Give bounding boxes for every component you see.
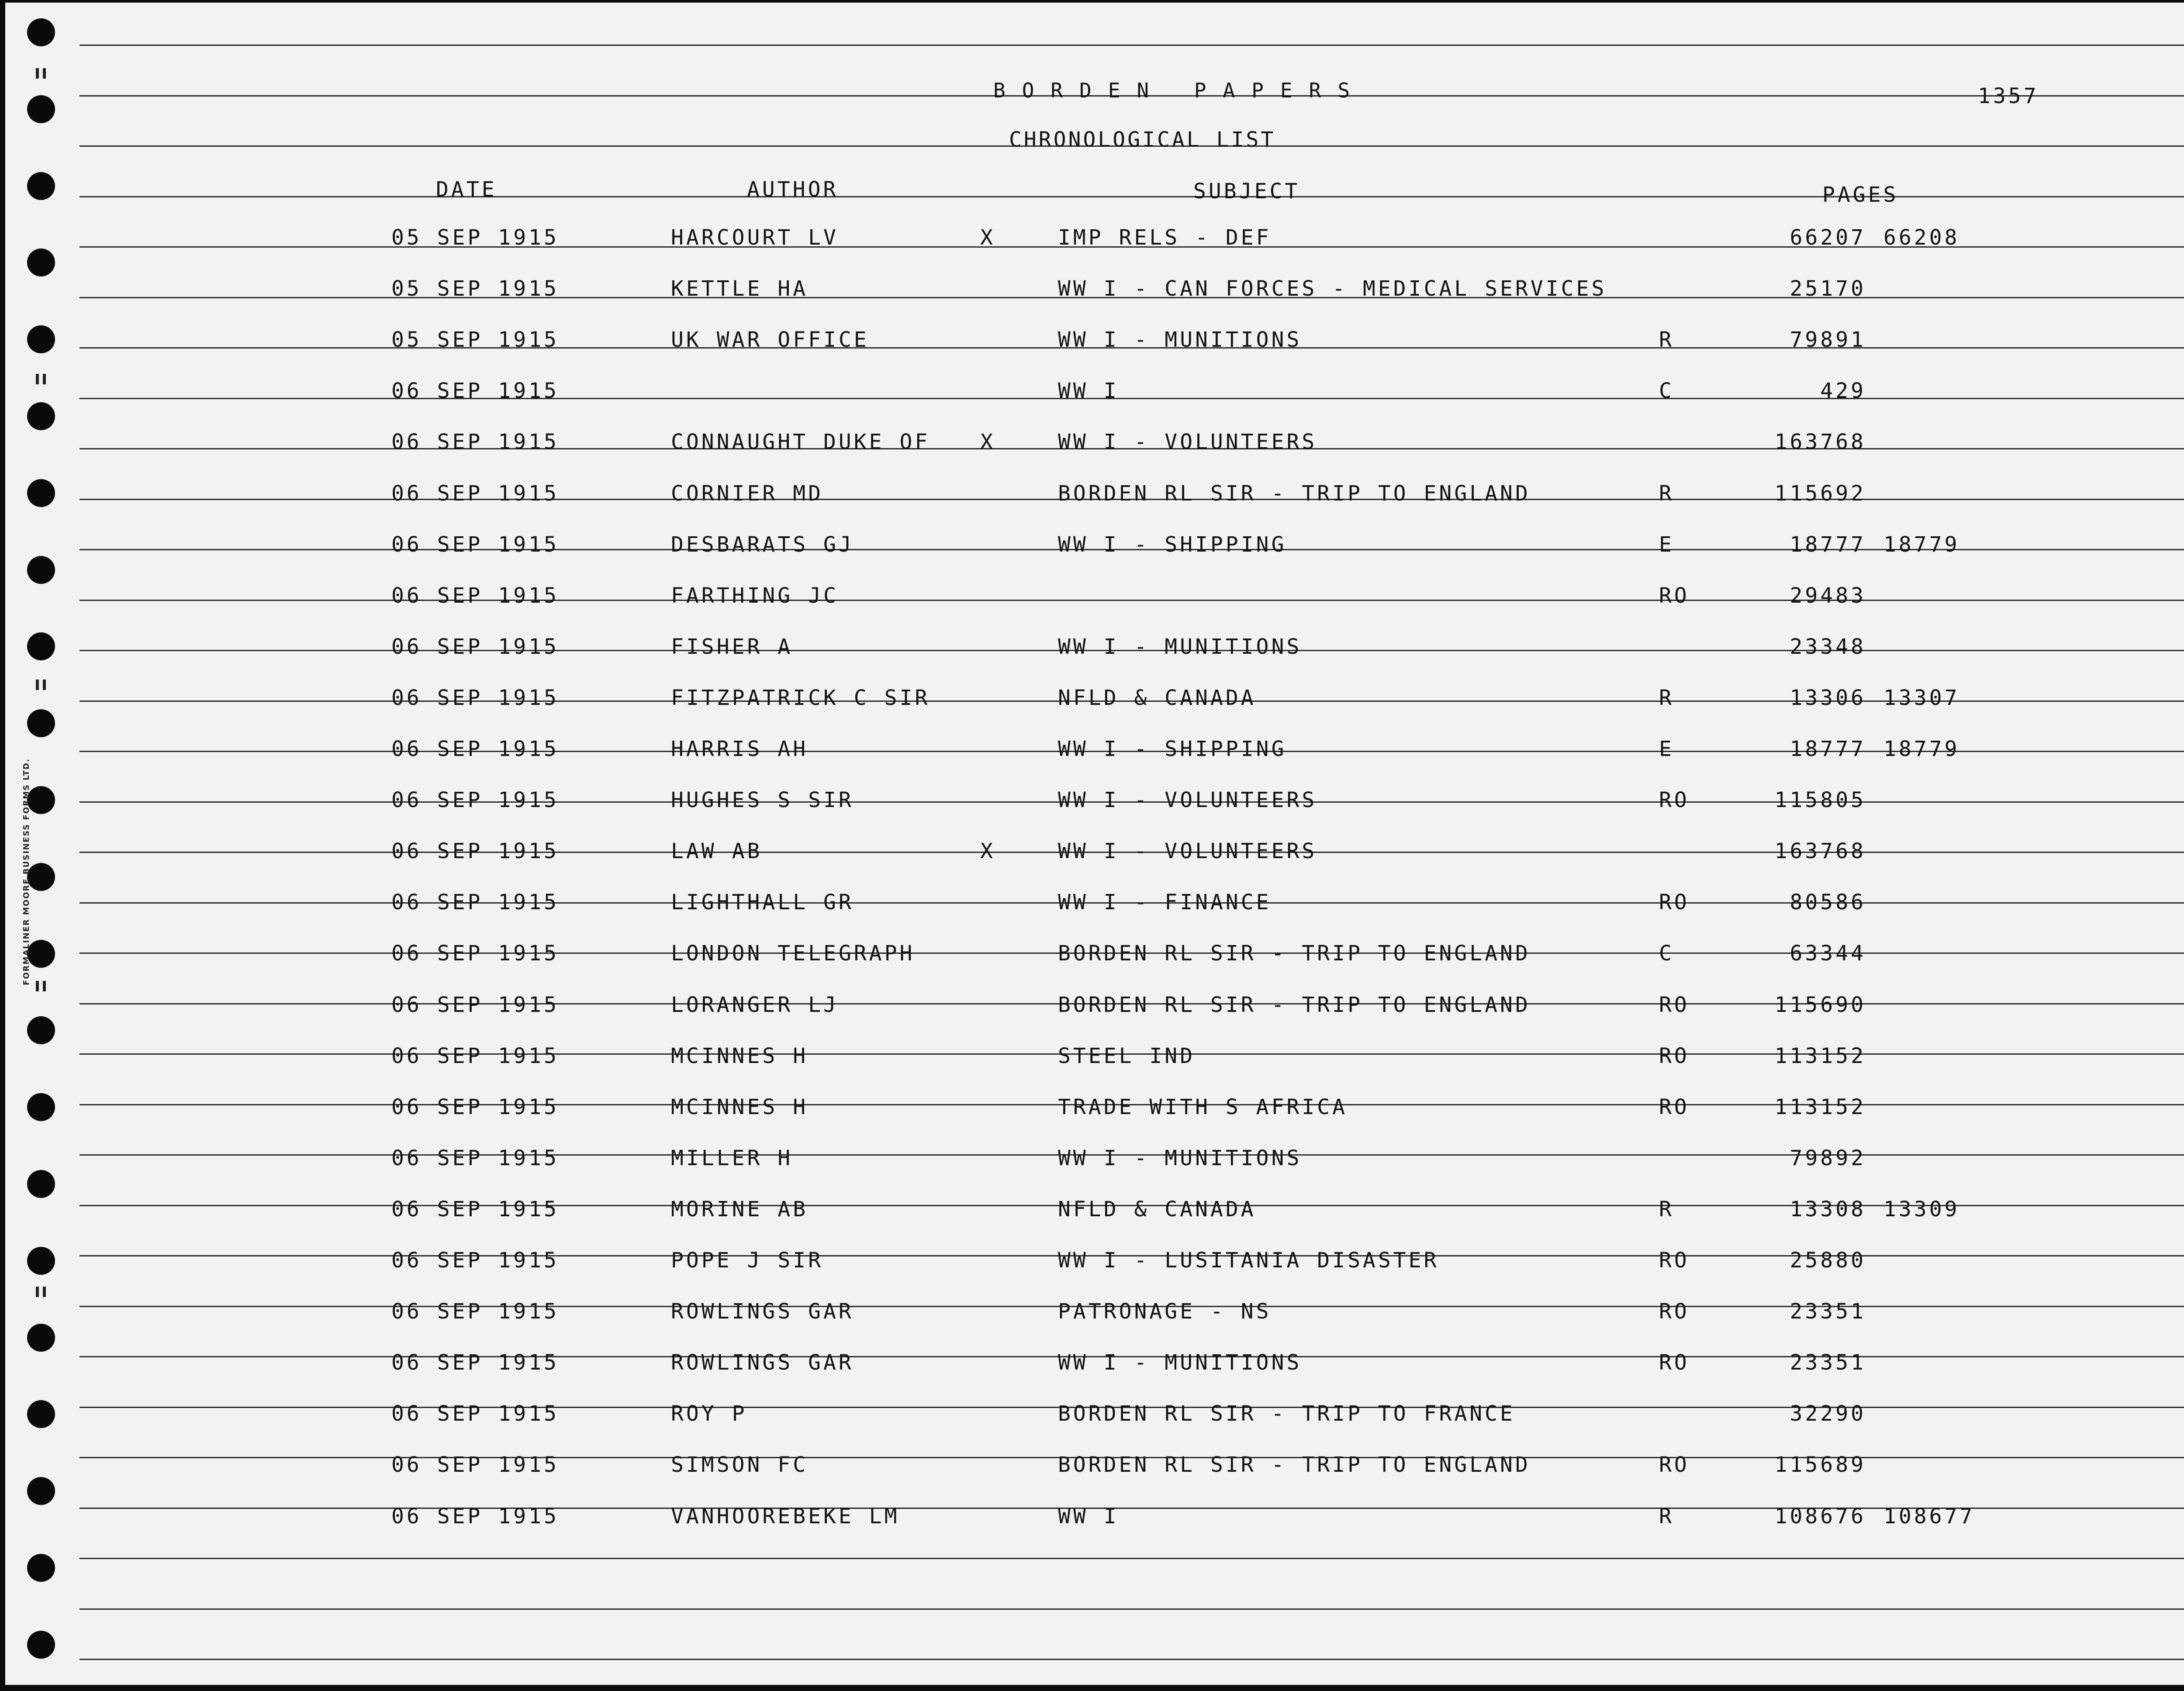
row-subject: WW I - LUSITANIA DISASTER	[1058, 1248, 1439, 1273]
ruled-line	[79, 45, 2184, 46]
row-subject: WW I - VOLUNTEERS	[1058, 788, 1317, 812]
row-subject: WW I - SHIPPING	[1058, 532, 1287, 557]
table-row	[5, 278, 2184, 309]
row-page-from: 18777	[1790, 532, 1866, 557]
printout-page	[5, 3, 2184, 1685]
row-date: 06 SEP 1915	[391, 379, 559, 403]
row-code: R	[1659, 1197, 1674, 1222]
row-code: C	[1659, 941, 1674, 966]
row-page-from: 23348	[1790, 635, 1866, 659]
ruled-line	[79, 1608, 2184, 1610]
table-row	[5, 329, 2184, 360]
row-subject: WW I - VOLUNTEERS	[1058, 430, 1317, 454]
row-date: 06 SEP 1915	[391, 890, 559, 915]
row-date: 06 SEP 1915	[391, 737, 559, 761]
row-date: 06 SEP 1915	[391, 1248, 559, 1273]
row-subject: NFLD & CANADA	[1058, 1197, 1256, 1222]
row-subject: PATRONAGE - NS	[1058, 1299, 1272, 1324]
row-date: 06 SEP 1915	[391, 1299, 559, 1324]
row-date: 06 SEP 1915	[391, 1095, 559, 1119]
feed-hole	[27, 95, 55, 123]
row-subject: WW I - FINANCE	[1058, 890, 1272, 915]
table-row	[5, 636, 2184, 667]
table-row	[5, 585, 2184, 616]
row-page-from: 79892	[1790, 1146, 1866, 1170]
row-subject: BORDEN RL SIR - TRIP TO ENGLAND	[1058, 1453, 1531, 1477]
row-x-mark: X	[980, 430, 995, 454]
row-date: 06 SEP 1915	[391, 788, 559, 812]
row-author: MCINNES H	[671, 1095, 809, 1119]
row-author: HUGHES S SIR	[671, 788, 854, 812]
row-author: KETTLE HA	[671, 276, 809, 301]
row-date: 06 SEP 1915	[391, 532, 559, 557]
row-date: 05 SEP 1915	[391, 276, 559, 301]
row-code: RO	[1659, 1095, 1690, 1119]
perforation-mark	[36, 981, 39, 991]
row-subject: WW I	[1058, 1504, 1119, 1529]
row-page-from: 115690	[1774, 993, 1866, 1017]
row-page-from: 113152	[1774, 1095, 1866, 1119]
table-row	[5, 1199, 2184, 1229]
row-date: 06 SEP 1915	[391, 1044, 559, 1068]
row-page-from: 25170	[1790, 276, 1866, 301]
row-page-from: 79891	[1790, 328, 1866, 352]
row-author: MILLER H	[671, 1146, 793, 1170]
table-row	[5, 227, 2184, 258]
row-page-from: 163768	[1774, 839, 1866, 863]
row-author: CORNIER MD	[671, 481, 823, 506]
row-code: RO	[1659, 993, 1690, 1017]
table-row	[5, 1097, 2184, 1127]
row-page-from: 163768	[1774, 430, 1866, 454]
table-row	[5, 1454, 2184, 1485]
row-code: RO	[1659, 583, 1690, 608]
list-subtitle: CHRONOLOGICAL LIST	[1009, 128, 1276, 152]
row-page-from: 25880	[1790, 1248, 1866, 1273]
table-row	[5, 1506, 2184, 1536]
row-page-from: 32290	[1790, 1401, 1866, 1426]
row-page-from: 115692	[1774, 481, 1866, 506]
row-date: 06 SEP 1915	[391, 993, 559, 1017]
row-page-from: 115689	[1774, 1453, 1866, 1477]
row-code: RO	[1659, 890, 1690, 915]
row-page-from: 115805	[1774, 788, 1866, 812]
row-page-from: 108676	[1774, 1504, 1866, 1529]
row-code: R	[1659, 481, 1674, 506]
table-row	[5, 1301, 2184, 1332]
row-page-to: 108677	[1883, 1504, 1975, 1529]
table-row	[5, 892, 2184, 922]
row-page-from: 80586	[1790, 890, 1866, 915]
row-author: DESBARATS GJ	[671, 532, 854, 557]
row-date: 06 SEP 1915	[391, 430, 559, 454]
row-date: 05 SEP 1915	[391, 328, 559, 352]
table-row	[5, 790, 2184, 820]
row-page-to: 13309	[1883, 1197, 1960, 1222]
row-date: 06 SEP 1915	[391, 1146, 559, 1170]
row-code: RO	[1659, 1350, 1690, 1375]
row-subject: BORDEN RL SIR - TRIP TO ENGLAND	[1058, 481, 1531, 506]
row-author: FITZPATRICK C SIR	[671, 686, 930, 710]
row-author: MORINE AB	[671, 1197, 809, 1222]
page-number: 1357	[1978, 84, 2039, 108]
row-author: SIMSON FC	[671, 1453, 809, 1477]
feed-hole	[27, 18, 55, 46]
row-date: 05 SEP 1915	[391, 225, 559, 250]
row-date: 06 SEP 1915	[391, 1504, 559, 1529]
row-date: 06 SEP 1915	[391, 1401, 559, 1426]
row-author: VANHOOREBEKE LM	[671, 1504, 900, 1529]
row-subject: STEEL IND	[1058, 1044, 1196, 1068]
row-author: HARCOURT LV	[671, 225, 839, 250]
margin-print: FORMALINER MOORE BUSINESS FORMS LTD.	[22, 758, 31, 985]
table-row	[5, 1148, 2184, 1178]
row-author: ROY P	[671, 1401, 747, 1426]
row-subject: BORDEN RL SIR - TRIP TO ENGLAND	[1058, 941, 1531, 966]
feed-hole	[27, 172, 55, 200]
row-code: RO	[1659, 1248, 1690, 1273]
row-subject: WW I - MUNITIONS	[1058, 1146, 1302, 1170]
row-page-to: 18779	[1883, 737, 1960, 761]
row-date: 06 SEP 1915	[391, 686, 559, 710]
table-row	[5, 687, 2184, 718]
row-author: POPE J SIR	[671, 1248, 823, 1273]
table-row	[5, 1250, 2184, 1280]
row-page-to: 18779	[1883, 532, 1960, 557]
row-subject: BORDEN RL SIR - TRIP TO ENGLAND	[1058, 993, 1531, 1017]
row-author: LIGHTHALL GR	[671, 890, 854, 915]
row-subject: WW I	[1058, 379, 1119, 403]
row-subject: WW I - MUNITIONS	[1058, 1350, 1302, 1375]
row-date: 06 SEP 1915	[391, 941, 559, 966]
row-subject: WW I - SHIPPING	[1058, 737, 1287, 761]
table-row	[5, 534, 2184, 565]
ruled-line	[79, 1659, 2184, 1660]
perforation-mark	[36, 1287, 39, 1297]
row-date: 06 SEP 1915	[391, 635, 559, 659]
row-author: FISHER A	[671, 635, 793, 659]
row-page-to: 13307	[1883, 686, 1960, 710]
row-code: C	[1659, 379, 1674, 403]
row-date: 06 SEP 1915	[391, 1453, 559, 1477]
row-date: 06 SEP 1915	[391, 481, 559, 506]
feed-hole	[27, 1554, 55, 1582]
row-code: RO	[1659, 1299, 1690, 1324]
row-subject: WW I - MUNITIONS	[1058, 635, 1302, 659]
table-row	[5, 483, 2184, 514]
document-title: BORDEN PAPERS	[993, 79, 1367, 102]
table-row	[5, 739, 2184, 769]
row-date: 06 SEP 1915	[391, 1197, 559, 1222]
row-page-from: 429	[1820, 379, 1866, 403]
row-page-from: 23351	[1790, 1299, 1866, 1324]
row-code: R	[1659, 1504, 1674, 1529]
row-date: 06 SEP 1915	[391, 839, 559, 863]
column-header-date: DATE	[436, 177, 497, 202]
table-row	[5, 431, 2184, 462]
row-author: UK WAR OFFICE	[671, 328, 869, 352]
row-code: E	[1659, 737, 1674, 761]
table-row	[5, 841, 2184, 871]
row-author: MCINNES H	[671, 1044, 809, 1068]
row-author: HARRIS AH	[671, 737, 809, 761]
perforation-mark	[36, 68, 39, 79]
row-x-mark: X	[980, 225, 995, 250]
column-header-subject: SUBJECT	[1193, 179, 1300, 204]
table-row	[5, 943, 2184, 973]
column-header-pages: PAGES	[1822, 183, 1899, 207]
row-date: 06 SEP 1915	[391, 583, 559, 608]
row-code: RO	[1659, 788, 1690, 812]
row-page-from: 29483	[1790, 583, 1866, 608]
row-author: CONNAUGHT DUKE OF	[671, 430, 930, 454]
row-author: LONDON TELEGRAPH	[671, 941, 915, 966]
row-subject: IMP RELS - DEF	[1058, 225, 1272, 250]
row-author: LORANGER LJ	[671, 993, 839, 1017]
row-author: ROWLINGS GAR	[671, 1350, 854, 1375]
row-subject: WW I - CAN FORCES - MEDICAL SERVICES	[1058, 276, 1607, 301]
row-code: R	[1659, 328, 1674, 352]
row-subject: TRADE WITH S AFRICA	[1058, 1095, 1348, 1119]
row-page-to: 66208	[1883, 225, 1960, 250]
row-page-from: 13306	[1790, 686, 1866, 710]
column-header-author: AUTHOR	[747, 177, 839, 202]
row-author: ROWLINGS GAR	[671, 1299, 854, 1324]
row-author: LAW AB	[671, 839, 763, 863]
row-subject: BORDEN RL SIR - TRIP TO FRANCE	[1058, 1401, 1515, 1426]
row-page-from: 23351	[1790, 1350, 1866, 1375]
row-page-from: 13308	[1790, 1197, 1866, 1222]
table-row	[5, 1046, 2184, 1076]
row-page-from: 66207	[1790, 225, 1866, 250]
row-subject: NFLD & CANADA	[1058, 686, 1256, 710]
row-page-from: 63344	[1790, 941, 1866, 966]
row-author: FARTHING JC	[671, 583, 839, 608]
ruled-line	[79, 1558, 2184, 1559]
table-row	[5, 1403, 2184, 1434]
row-subject: WW I - MUNITIONS	[1058, 328, 1302, 352]
row-code: RO	[1659, 1044, 1690, 1068]
feed-hole	[27, 1631, 55, 1659]
table-row	[5, 380, 2184, 411]
row-subject: WW I - VOLUNTEERS	[1058, 839, 1317, 863]
row-code: E	[1659, 532, 1674, 557]
table-row	[5, 994, 2184, 1025]
row-code: R	[1659, 686, 1674, 710]
row-x-mark: X	[980, 839, 995, 863]
table-row	[5, 1352, 2184, 1383]
row-page-from: 113152	[1774, 1044, 1866, 1068]
row-code: RO	[1659, 1453, 1690, 1477]
row-date: 06 SEP 1915	[391, 1350, 559, 1375]
row-page-from: 18777	[1790, 737, 1866, 761]
